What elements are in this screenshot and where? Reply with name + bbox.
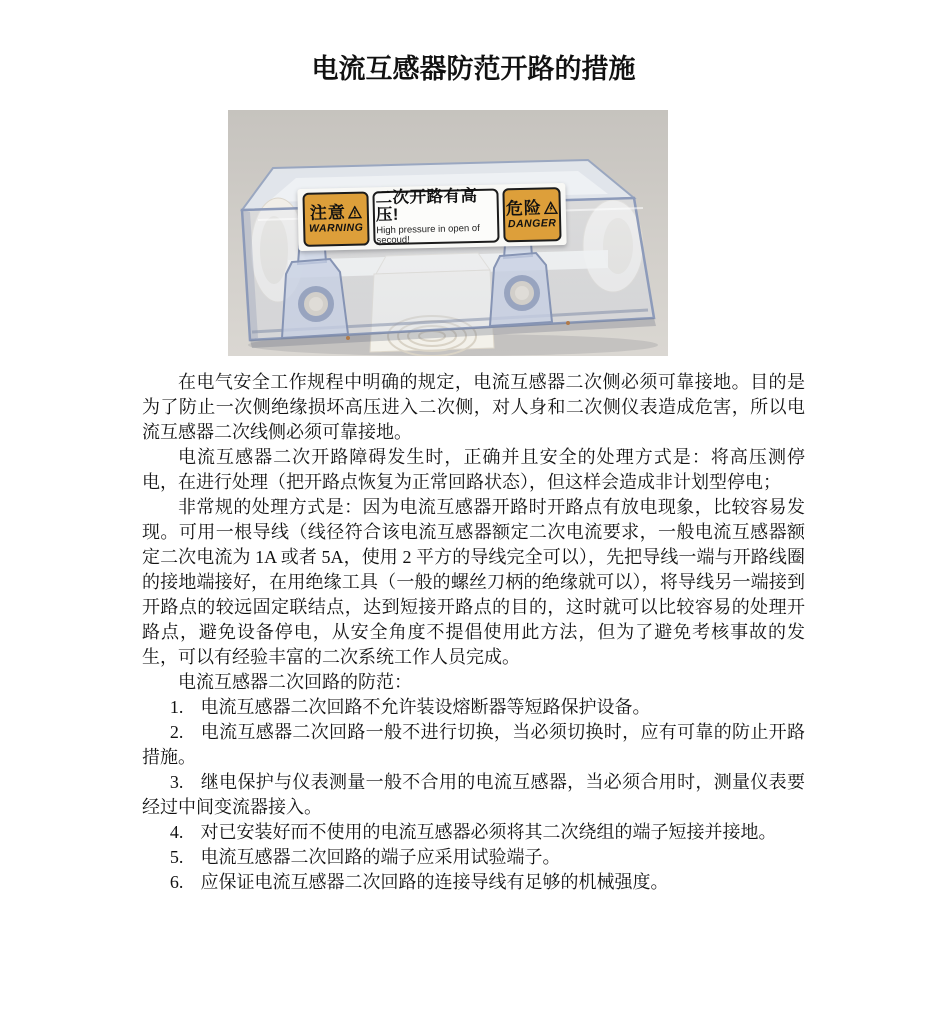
hv-warning-en-text: High pressure in open of secoud! — [376, 223, 480, 247]
danger-cn-text: 危险 — [505, 198, 543, 218]
danger-cell — [502, 187, 561, 242]
caution-en-text: WARNING — [308, 221, 364, 236]
warning-triangle-icon — [348, 206, 362, 219]
list-item-text: 电流互感器二次回路不允许装设熔断器等短路保护设备。 — [200, 697, 651, 717]
paragraph: 电流互感器二次回路的防范： — [178, 672, 412, 692]
hv-warning-cn-text: 二次开路有高压! — [375, 186, 478, 225]
list-item — [142, 820, 805, 845]
product-photo — [228, 110, 668, 356]
copper-dot — [566, 321, 570, 325]
danger-en-text: DANGER — [507, 217, 557, 231]
list-item-text: 对已安装好而不使用的电流互感器必须将其二次绕组的端子短接并接地。 — [200, 822, 777, 842]
message-cell — [372, 188, 499, 245]
list-item — [142, 845, 805, 870]
paragraph: 非常规的处理方式是：因为电流互感器开路时开路点有放电现象，比较容易发现。可用一根导线（线径符合该电流互感器额定二次电流要求，一般电流互感器额定二次电流为 1A 或者 5A，使用 2 平方的导线完全可以），先把导线一端与开路线圈的接地端接好，在用绝缘工具（一般的螺丝刀柄的绝缘就可以），将导线另一端接到开路点的较远固定联结点，达到短接开路点的目的，这时就可以比较容易的处理开路点，避免设备停电，从安全角度不提倡使用此方法，但为了避免考核事故的发生，可以有经验丰富的二次系统工作人员完成。 — [142, 497, 805, 667]
list-item-number: 5. — [169, 847, 184, 867]
list-item-text: 应保证电流互感器二次回路的连接导线有足够的机械强度。 — [200, 872, 669, 892]
list-item-number: 6. — [169, 872, 184, 892]
document-page — [0, 52, 947, 1024]
lightning-triangle-icon — [544, 201, 558, 214]
article-body — [142, 370, 805, 895]
paragraph: 电流互感器二次开路障碍发生时，正确并且安全的处理方式是：将高压测停电，在进行处理（把开路点恢复为正常回路状态），但这样会造成非计划型停电； — [142, 447, 805, 492]
caution-cell — [302, 191, 369, 246]
list-item-number: 4. — [169, 822, 184, 842]
list-item-text: 继电保护与仪表测量一般不合用的电流互感器，当必须合用时，测量仪表要经过中间变流器接入。 — [142, 772, 805, 817]
list-item — [142, 695, 805, 720]
list-item — [142, 870, 805, 895]
list-item-text: 电流互感器二次回路的端子应采用试验端子。 — [200, 847, 561, 867]
list-item-number: 1. — [169, 697, 184, 717]
list-item-text: 电流互感器二次回路一般不进行切换，当必须切换时，应有可靠的防止开路措施。 — [142, 722, 805, 767]
copper-dot — [346, 336, 350, 340]
list-item-number: 3. — [169, 772, 184, 792]
paragraph: 在电气安全工作规程中明确的规定，电流互感器二次侧必须可靠接地。目的是为了防止一次侧绝缘损坏高压进入二次侧，对人身和二次侧仪表造成危害，所以电流互感器二次线侧必须可靠接地。 — [142, 372, 805, 442]
caution-cn-text: 注意 — [309, 202, 347, 223]
list-item — [142, 770, 805, 820]
warning-sticker — [297, 183, 566, 251]
list-item-number: 2. — [169, 722, 184, 742]
page-title: 电流互感器防范开路的措施 — [311, 54, 636, 84]
list-item — [142, 720, 805, 770]
